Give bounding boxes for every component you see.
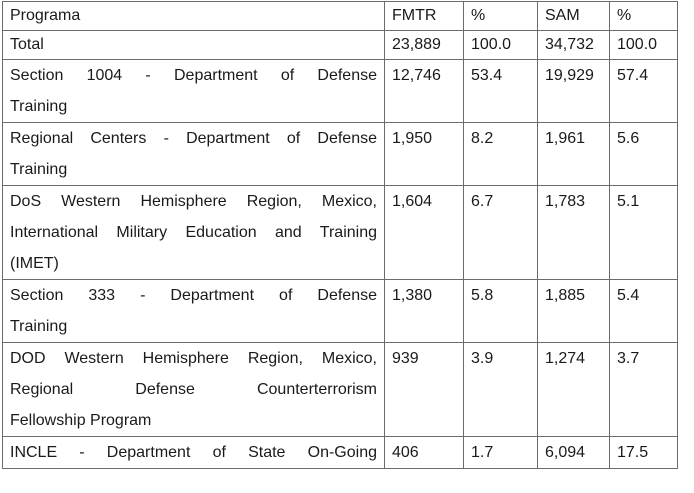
program-name-line: Training	[10, 161, 68, 178]
fmtr-percent: 5.8	[464, 280, 538, 343]
sam-percent: 5.1	[610, 186, 678, 280]
sam-value: 19,929	[538, 60, 610, 123]
program-name	[3, 280, 385, 343]
fmtr-value: 1,380	[385, 280, 464, 343]
program-name-line: Regional Centers - Department of Defense	[10, 130, 377, 147]
fmtr-percent: 100.0	[464, 31, 538, 60]
sam-value: 1,783	[538, 186, 610, 280]
table-header-row	[3, 2, 678, 31]
table-row	[3, 280, 678, 343]
program-name-line: INCLE - Department of State On-Going	[10, 444, 377, 461]
sam-value: 6,094	[538, 437, 610, 469]
sam-value: 34,732	[538, 31, 610, 60]
table-row	[3, 123, 678, 186]
fmtr-percent: 6.7	[464, 186, 538, 280]
table-row	[3, 343, 678, 437]
fmtr-percent: 3.9	[464, 343, 538, 437]
program-name-line: Training	[10, 318, 68, 335]
table-row	[3, 60, 678, 123]
program-name-line: DoS Western Hemisphere Region, Mexico,	[10, 193, 377, 210]
program-name-line: Fellowship Program	[10, 412, 152, 429]
fmtr-value: 1,950	[385, 123, 464, 186]
sam-percent: 57.4	[610, 60, 678, 123]
sam-percent: 5.4	[610, 280, 678, 343]
sam-value: 1,885	[538, 280, 610, 343]
fmtr-value: 406	[385, 437, 464, 469]
program-name-line: Section 333 - Department of Defense	[10, 287, 377, 304]
program-name-line: Training	[10, 98, 68, 115]
fmtr-percent: 53.4	[464, 60, 538, 123]
program-name-line: Section 1004 - Department of Defense	[10, 67, 377, 84]
header-sam: SAM	[538, 2, 610, 31]
table-row	[3, 437, 678, 469]
table-row	[3, 31, 678, 60]
fmtr-value: 23,889	[385, 31, 464, 60]
program-name	[3, 437, 385, 469]
program-table	[2, 1, 678, 469]
sam-value: 1,274	[538, 343, 610, 437]
header-fmtr-percent: %	[464, 2, 538, 31]
sam-percent: 5.6	[610, 123, 678, 186]
program-name-line: Total	[10, 36, 44, 53]
fmtr-percent: 8.2	[464, 123, 538, 186]
program-name	[3, 343, 385, 437]
program-name-line: DOD Western Hemisphere Region, Mexico,	[10, 350, 377, 367]
program-name-line: International Military Education and Training	[10, 224, 377, 241]
sam-percent: 3.7	[610, 343, 678, 437]
program-name	[3, 60, 385, 123]
fmtr-value: 1,604	[385, 186, 464, 280]
fmtr-percent: 1.7	[464, 437, 538, 469]
program-name	[3, 186, 385, 280]
sam-value: 1,961	[538, 123, 610, 186]
header-fmtr: FMTR	[385, 2, 464, 31]
header-programa: Programa	[3, 2, 385, 31]
sam-percent: 100.0	[610, 31, 678, 60]
sam-percent: 17.5	[610, 437, 678, 469]
program-name	[3, 31, 385, 60]
program-name-line: (IMET)	[10, 255, 59, 272]
table-row	[3, 186, 678, 280]
header-sam-percent: %	[610, 2, 678, 31]
fmtr-value: 12,746	[385, 60, 464, 123]
program-name-line: Regional Defense Counterterrorism	[10, 381, 377, 398]
program-name	[3, 123, 385, 186]
fmtr-value: 939	[385, 343, 464, 437]
